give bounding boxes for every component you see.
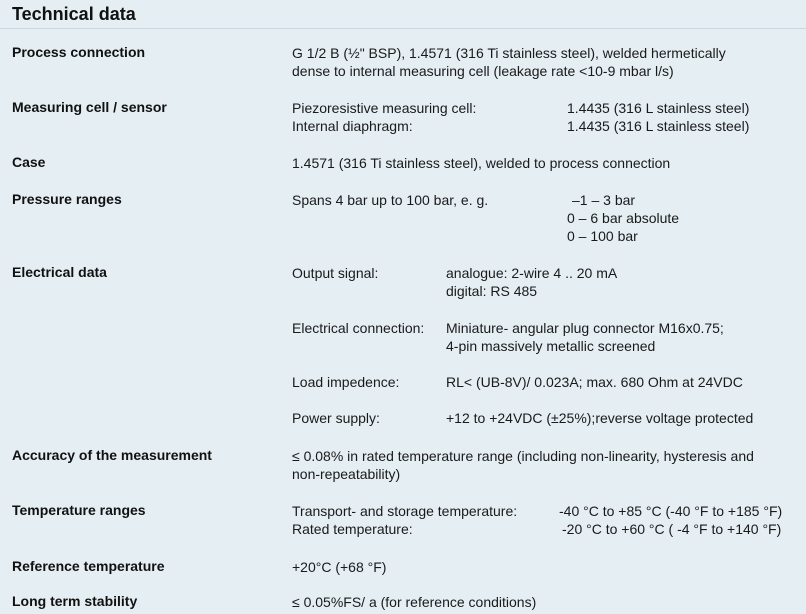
value-key: Load impedence: bbox=[292, 374, 400, 390]
value-text: -40 °C to +85 °C (-40 °F to +185 °F) bbox=[559, 503, 783, 519]
value-text: +20°C (+68 °F) bbox=[292, 559, 387, 575]
value-text: RL< (UB-8V)/ 0.023A; max. 680 Ohm at 24VDC bbox=[446, 374, 743, 390]
value-text: Miniature- angular plug connector M16x0.75; bbox=[446, 320, 724, 336]
value-text: +12 to +24VDC (±25%);reverse voltage protected bbox=[446, 410, 754, 426]
value-text: 4-pin massively metallic screened bbox=[446, 338, 656, 354]
row-label: Long term stability bbox=[12, 593, 138, 609]
value-key: Output signal: bbox=[292, 265, 379, 281]
value-text: digital: RS 485 bbox=[446, 283, 538, 299]
value-key: Power supply: bbox=[292, 410, 380, 426]
value-key: Piezoresistive measuring cell: bbox=[292, 100, 477, 116]
value-line: G 1/2 B (½" BSP), 1.4571 (316 Ti stainless steel), welded hermetically bbox=[292, 45, 726, 61]
row-label: Measuring cell / sensor bbox=[12, 99, 167, 115]
row-label: Electrical data bbox=[12, 264, 107, 280]
value-text: 0 – 100 bar bbox=[567, 228, 638, 244]
value-line: dense to internal measuring cell (leakage rate <10-9 mbar l/s) bbox=[292, 63, 674, 79]
value-line: non-repeatability) bbox=[292, 466, 401, 482]
value-key: Transport- and storage temperature: bbox=[292, 503, 518, 519]
value-key: Electrical connection: bbox=[292, 320, 425, 336]
value-line: ≤ 0.08% in rated temperature range (including non-linearity, hysteresis and bbox=[292, 448, 754, 464]
value-text: 0 – 6 bar absolute bbox=[567, 210, 680, 226]
value-key: Internal diaphragm: bbox=[292, 118, 413, 134]
value-text: -20 °C to +60 °C ( -4 °F to +140 °F) bbox=[562, 521, 782, 537]
value-key: Spans 4 bar up to 100 bar, e. g. bbox=[292, 192, 489, 208]
row-label: Reference temperature bbox=[12, 558, 165, 574]
row-label: Temperature ranges bbox=[12, 502, 146, 518]
page-title: Technical data bbox=[12, 4, 136, 24]
value-text: analogue: 2-wire 4 .. 20 mA bbox=[446, 265, 618, 281]
value-text: 1.4571 (316 Ti stainless steel), welded to process connection bbox=[292, 155, 671, 171]
row-label: Accuracy of the measurement bbox=[12, 447, 212, 463]
title-divider bbox=[0, 28, 806, 29]
value-text: 1.4435 (316 L stainless steel) bbox=[567, 100, 750, 116]
row-label: Process connection bbox=[12, 44, 146, 60]
row-label: Case bbox=[12, 154, 46, 170]
value-text: ≤ 0.05%FS/ a (for reference conditions) bbox=[292, 594, 537, 610]
value-text: –1 – 3 bar bbox=[572, 192, 636, 208]
value-key: Rated temperature: bbox=[292, 521, 413, 537]
value-text: 1.4435 (316 L stainless steel) bbox=[567, 118, 750, 134]
row-label: Pressure ranges bbox=[12, 191, 122, 207]
